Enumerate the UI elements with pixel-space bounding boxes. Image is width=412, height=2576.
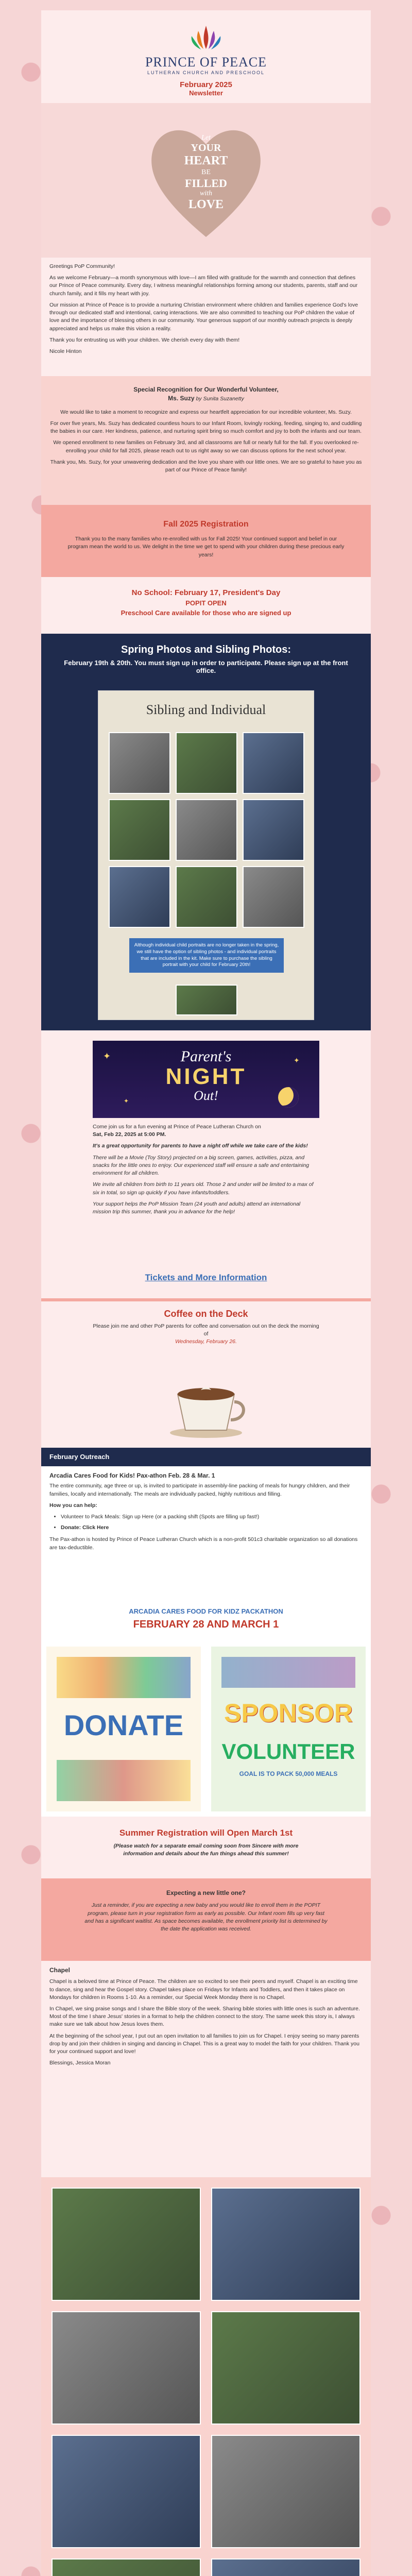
greeting-paragraph: As we welcome February—a month synonymous with love—I am filled with gratitude for the warmth and connection that defines our Prince of Peace community. Every day, I witness meaningful relationships forming among our students, parents, staff and our church family, and it fills my heart with joy. <box>49 275 358 297</box>
summer-text: (Please watch for a separate email coming soon from Sincere with more information and details about the fun things ahead this summer! <box>113 1843 299 1857</box>
photos-card <box>98 690 314 1020</box>
chapel-title: Chapel <box>49 1967 71 1974</box>
greeting-section <box>41 258 371 376</box>
outreach-poster <box>41 1600 371 1817</box>
poster-donate-text: DONATE <box>63 1709 184 1741</box>
outreach-item[interactable]: • Donate: Click Here <box>61 1524 363 1532</box>
greeting-salutation: Greetings PoP Community! <box>49 263 115 269</box>
photo-placeholder <box>243 866 304 928</box>
recognition-name: Ms. Suzy <box>168 395 195 402</box>
summer-section <box>41 1817 371 1878</box>
collage-photo <box>211 2558 360 2576</box>
pno-date: Sat, Feb 22, 2025 at 5:00 PM. <box>93 1131 166 1138</box>
expecting-section <box>41 1878 371 1961</box>
collage-photo <box>52 2558 201 2576</box>
registration-title: Fall 2025 Registration <box>163 520 249 529</box>
collage-photo <box>52 2188 201 2301</box>
outreach-how: How you can help: <box>49 1502 97 1509</box>
parents-night-section <box>41 1030 371 1298</box>
banner-line: Out! <box>194 1088 218 1103</box>
recognition-paragraph: For over five years, Ms. Suzy has dedicated countless hours to our Infant Room, lovingly rocking, feeding, singing to, and cuddling the babies in our care. Her kindness, patience, and nurturing spirit bring so much comfort and joy to both the infants and our team. <box>50 420 362 435</box>
no-school-section <box>41 577 371 634</box>
star-icon: ✦ <box>103 1051 111 1061</box>
photos-subtitle: February 19th & 20th. You must sign up in order to participate. Please sign up at the front office. <box>64 659 348 674</box>
outreach-section <box>41 1466 371 1600</box>
recognition-byline: by Sunita Suzanetty <box>196 396 244 402</box>
coffee-cup-icon <box>165 1363 247 1440</box>
org-subname: LUTHERAN CHURCH AND PRESCHOOL <box>147 70 265 75</box>
coffee-title: Coffee on the Deck <box>164 1309 248 1319</box>
photos-caption: Although individual child portraits are no longer taken in the spring, we still have the option of sibling photos - and individual portraits that are included in the kit. Make sure to purchase the sibling portrait with your child for February 20th! <box>129 938 284 973</box>
photo-placeholder <box>176 866 237 928</box>
recognition-paragraph: We would like to take a moment to recognize and express our heartfelt appreciation for our incredible volunteer, Ms. Suzy. <box>60 409 352 415</box>
parents-night-banner <box>93 1041 319 1118</box>
preschool-care-line: Preschool Care available for those who are signed up <box>121 609 291 617</box>
tickets-link[interactable]: Tickets and More Information <box>145 1273 267 1282</box>
photo-placeholder <box>243 799 304 861</box>
pno-paragraph: Your support helps the PoP Mission Team (24 youth and adults) attend an international mission trip this summer, thank you in advance for the help! <box>93 1200 301 1215</box>
newsletter-label: Newsletter <box>189 89 223 97</box>
photos-title: Spring Photos and Sibling Photos: <box>121 644 291 655</box>
poster-sponsor-text: SPONSOR <box>224 1699 353 1727</box>
photos-card-title: Sibling and Individual <box>146 702 266 717</box>
coffee-date: Wednesday, February 26. <box>175 1338 237 1345</box>
pno-paragraph: It's a great opportunity for parents to have a night off while we take care of the kids! <box>93 1143 308 1149</box>
pno-paragraph: We invite all children from birth to 11 years old. Those 2 and under will be limited to a max of six in total, so sign up quickly if you have infants/toddlers. <box>93 1181 314 1196</box>
chapel-paragraph: Blessings, Jessica Moran <box>49 2060 111 2066</box>
outreach-note: The Pax-athon is hosted by Prince of Peace Lutheran Church which is a non-profit 501c3 charitable organization so all donations are tax-deductible. <box>49 1536 358 1551</box>
hero-line: BE <box>201 168 211 176</box>
star-icon: ✦ <box>124 1097 129 1105</box>
registration-text: Thank you to the many families who re-enrolled with us for Fall 2025! Your continued support and belief in our program mean the world to us. We delight in the time we get to spend with your children during these precious early years! <box>67 536 345 558</box>
pno-intro: Come join us for a fun evening at Prince of Peace Lutheran Church on <box>93 1124 261 1130</box>
outreach-item[interactable]: • Volunteer to Pack Meals: Sign up Here (or a packing shift (Spots are filling up fast!) <box>61 1513 363 1521</box>
hero-line: with <box>199 190 213 198</box>
greeting-paragraph: Our mission at Prince of Peace is to provide a nurturing Christian environment where children and families experience God's love through our dedicated staff and intentional, caring interactions. We are also committed to teaching our PoP children the value of love and the importance of blessing others in our community. Your generous support of our monthly outreach projects is deeply appreciated and helps us make this vision a reality. <box>49 301 358 332</box>
chapel-paragraph: In Chapel, we sing praise songs and I share the Bible story of the week. Sharing bible stories with little ones is such an adventure. Most of the time I share Jesus' stories in a format to help the children connect to the story. The same week this story is, I always make sure we talk about how Jesus loves them. <box>49 2006 360 2028</box>
org-name: PRINCE OF PEACE <box>145 55 267 70</box>
collage-photo <box>52 2311 201 2425</box>
no-school-line: No School: February 17, President's Day <box>131 588 281 597</box>
banner-line: NIGHT <box>165 1064 247 1089</box>
hero-line: LOVE <box>188 198 224 212</box>
hero-image <box>41 103 371 258</box>
photo-placeholder <box>176 985 237 1015</box>
hero-line: Let <box>201 134 211 142</box>
popit-open-line: POPIT OPEN <box>185 599 227 607</box>
chapel-paragraph: At the beginning of the school year, I put out an open invitation to all families to join us for Chapel. I enjoy seeing so many parents drop by and join their children in singing and dancing in Chapel. This is a great way to model the faith for your children. Thank you for your continued support and love! <box>49 2032 359 2055</box>
photo-placeholder <box>243 732 304 794</box>
chapel-paragraph: Chapel is a beloved time at Prince of Peace. The children are so excited to see their peers and myself. Chapel is an exciting time to dance, sing and hear the Gospel story. Chapel takes place on Fridays for Infants and Toddlers, and then it takes place on Mondays for children in Rooms 1-10. As a reminder, our Special Week Monday there is no Chapel. <box>49 1978 358 2001</box>
photo-collage <box>41 2177 371 2576</box>
photo-placeholder <box>109 799 170 861</box>
pno-paragraph: There will be a Movie (Toy Story) projected on a big screen, games, activities, pizza, and snacks for the little ones to enjoy. Our experienced staff will ensure a safe and entertaining environment for all children. <box>93 1154 310 1177</box>
poster-top-text: ARCADIA CARES FOOD FOR KIDZ PACKATHON <box>129 1607 283 1615</box>
registration-section <box>41 505 371 577</box>
poster-donate-panel <box>46 1647 201 1811</box>
greeting-paragraph: Thank you for entrusting us with your children. We cherish every day with them! <box>49 336 240 343</box>
recognition-paragraph: Thank you, Ms. Suzy, for your unwavering dedication and the love you share with our little ones. We are so grateful to have you as part of our Prince of Peace family! <box>50 459 362 473</box>
outreach-bar <box>41 1448 371 1466</box>
photo-placeholder <box>109 732 170 794</box>
newsletter-date: February 2025 <box>180 80 232 89</box>
photos-section <box>41 634 371 1030</box>
recognition-paragraph: We opened enrollment to new families on February 3rd, and all classrooms are full or nearly full for the fall. If you overlooked re-enrolling your child for fall 2025, please reach out to us right away so we can discuss options for the next school year. <box>53 439 359 454</box>
header <box>41 10 371 103</box>
expecting-title: Expecting a new little one? <box>166 1889 246 1896</box>
outreach-title: Arcadia Cares Food for Kids! Pax-athon Feb. 28 & Mar. 1 <box>49 1472 215 1479</box>
poster-sponsor-panel <box>211 1647 366 1811</box>
outreach-bar-title: February Outreach <box>49 1453 110 1461</box>
chapel-section <box>41 1961 371 2177</box>
star-icon: ✦ <box>294 1056 300 1064</box>
hero-line: HEART <box>184 154 228 168</box>
greeting-signature: Nicole Hinton <box>49 348 82 354</box>
recognition-section <box>41 376 371 505</box>
poster-goal-text: GOAL IS TO PACK 50,000 MEALS <box>239 1770 338 1777</box>
poster-volunteer-text: VOLUNTEER <box>221 1739 355 1764</box>
collage-photo <box>211 2311 360 2425</box>
recognition-title: Special Recognition for Our Wonderful Volunteer, <box>133 386 279 393</box>
collage-photo <box>52 2435 201 2548</box>
photo-placeholder <box>176 732 237 794</box>
logo-icon <box>180 21 232 52</box>
expecting-text: Just a reminder, if you are expecting a new baby and you would like to enroll them in the POPIT program, please turn in your registration form as early as possible. Our Infant room fills up very fast and has a significant waitlist. As space becomes available, the enrollment priority list is determined by the date the application was received. <box>84 1902 328 1933</box>
hero-line: FILLED <box>185 176 227 190</box>
collage-photo <box>211 2435 360 2548</box>
banner-line: Parent's <box>180 1048 232 1065</box>
photo-placeholder <box>176 799 237 861</box>
poster-date-text: FEBRUARY 28 AND MARCH 1 <box>133 1619 279 1630</box>
coffee-text: Please join me and other PoP parents for coffee and conversation out on the deck the morning of <box>93 1323 319 1337</box>
coffee-section <box>41 1298 371 1448</box>
photo-placeholder <box>109 866 170 928</box>
summer-title: Summer Registration will Open March 1st <box>119 1828 293 1838</box>
hero-line: YOUR <box>191 142 221 154</box>
outreach-text: The entire community, age three or up, is invited to participate in assembly-line packing of meals for hungry children, and their families, locally and internationally. The meals are individually packed, highly nutritious and filling. <box>49 1483 350 1497</box>
collage-photo <box>211 2188 360 2301</box>
